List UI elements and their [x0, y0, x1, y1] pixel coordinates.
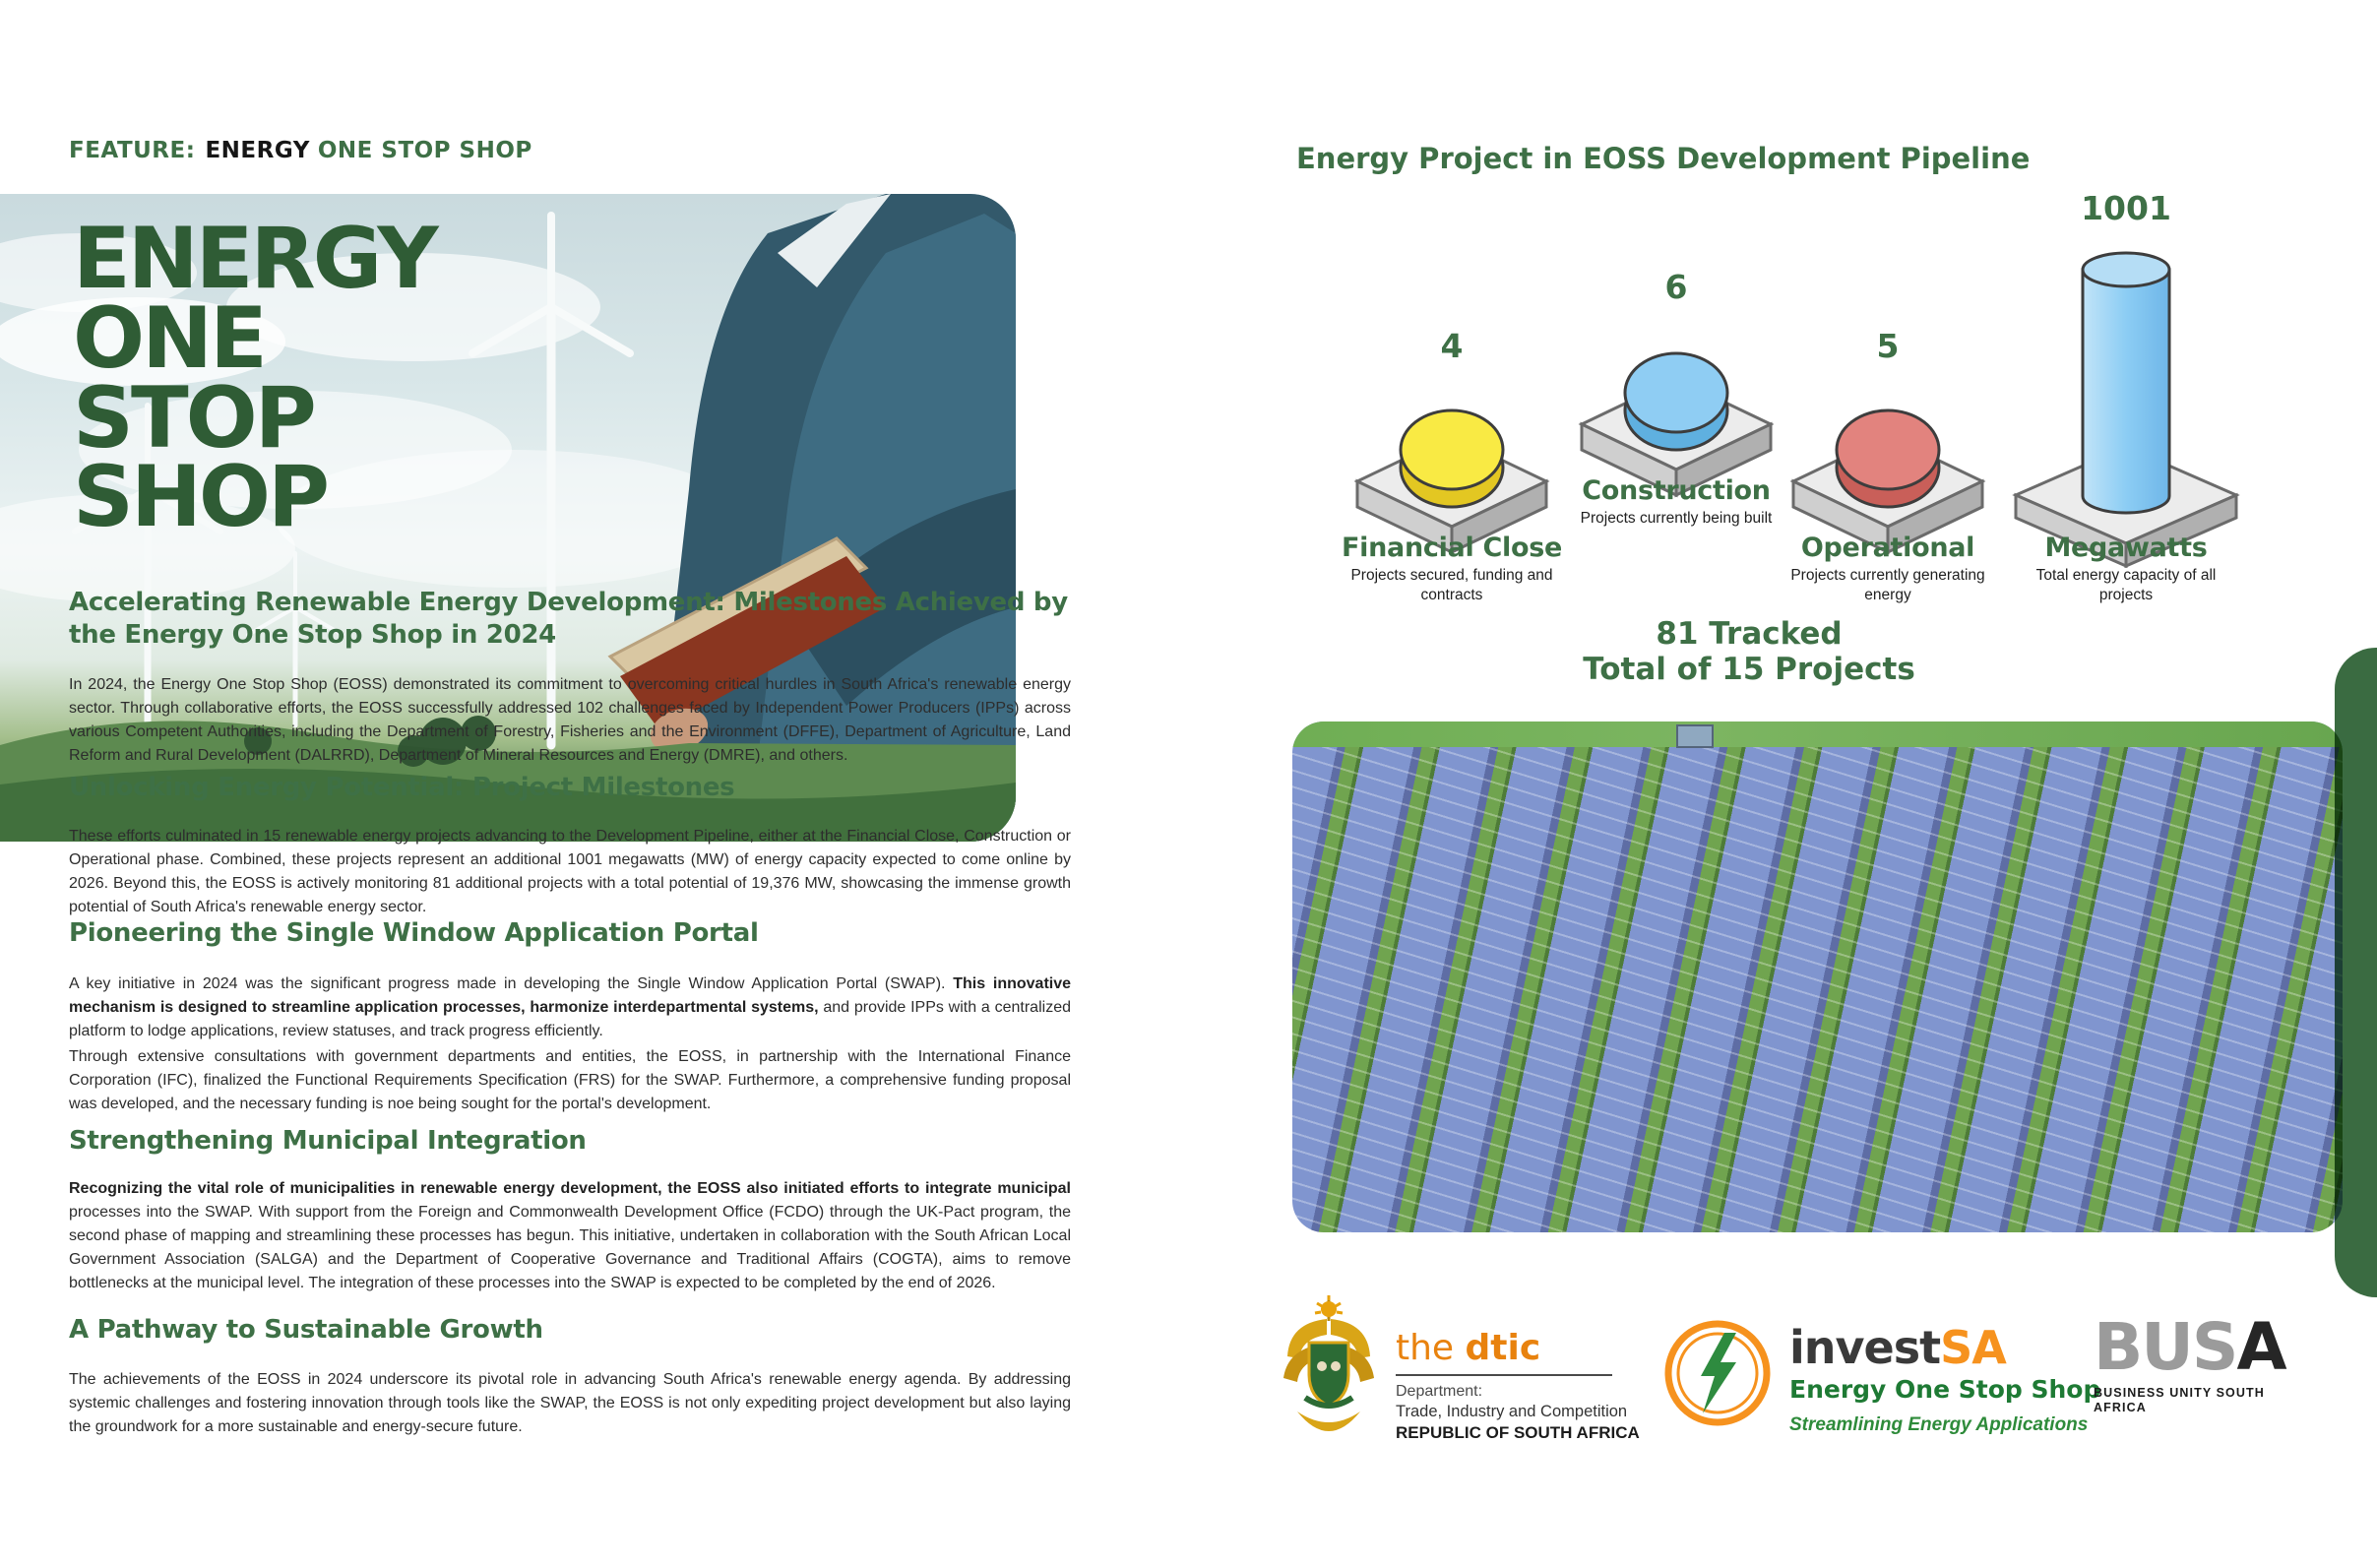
- hero-title-line: SHOP: [73, 448, 328, 547]
- pipeline-chart: [1309, 189, 2244, 625]
- feature-kicker-brand: ONE STOP SHOP: [317, 138, 532, 163]
- pipeline-summary-line2: Total of 15 Projects: [1583, 651, 1915, 687]
- value-megawatts: 1001: [2081, 189, 2171, 227]
- pipeline-summary: [1503, 617, 1995, 688]
- dtic-dept-name: Trade, Industry and Competition: [1396, 1403, 1628, 1420]
- paragraph-closing: The achievements of the EOSS in 2024 underscore its pivotal role in advancing South Africa's renewable energy agenda. By addressing systemic challenges and fostering innovation through tools like the SWAP, the EOSS is not only expediting project development but also laying the groundwork for a more sustainable and energy-secure future.: [69, 1371, 1071, 1435]
- investsa-logo: [1663, 1319, 2100, 1435]
- paragraph-municipal-rest: processes into the SWAP. With support from the Foreign and Commonwealth Development Office (FCDO) through the UK-Pact program, the second phase of mapping and streamlining these processes has begun. This initiative, undertaken in collaboration with the South African Local Government Association (SALGA) and the Department of Cooperative Governance and Traditional Affairs (COGTA), aims to remove bottlenecks at the municipal level. The integration of these processes into the SWAP is expected to be completed by the end of 2026.: [69, 1204, 1071, 1291]
- hero-title-line: STOP: [73, 368, 314, 468]
- investsa-logo-text: [1789, 1319, 2100, 1435]
- investsa-brand-sa: SA: [1940, 1321, 2006, 1374]
- hero-title-line: ONE: [73, 288, 265, 388]
- label-financial-close: [1322, 534, 1582, 605]
- green-capsule-accent: [2335, 648, 2377, 1297]
- solar-farm-photo: [1292, 721, 2343, 1232]
- coat-of-arms-icon: [1280, 1295, 1378, 1453]
- label-operational-sub: Projects currently generating energy: [1790, 567, 1985, 604]
- hero-title: [73, 210, 436, 547]
- busa-subtitle: BUSINESS UNITY SOUTH AFRICA: [2094, 1386, 2265, 1414]
- megawatts-cylinder-icon: [2008, 238, 2244, 568]
- financial-close-button-icon: [1353, 385, 1550, 557]
- label-construction: [1546, 477, 1806, 529]
- investsa-tagline: Streamlining Energy Applications: [1789, 1413, 2089, 1435]
- busa-brand: [2094, 1309, 2320, 1385]
- paragraph-swap: [69, 972, 1071, 1043]
- paragraph-milestones: These efforts culminated in 15 renewable energy projects advancing to the Development Pipeline, either at the Financial Close, Construction or Operational phase. Combined, these projects represent an additional 1001 megawatts (MW) of energy capacity expected to come online by 2026. Beyond this, the EOSS is actively monitoring 81 additional projects with a total potential of 19,376 MW, showcasing the immense growth potential of South Africa's renewable energy sector.: [69, 828, 1071, 915]
- paragraph-swap-start: A key initiative in 2024 was the significant progress made in developing the Single Window Application Portal (SWAP).: [69, 975, 946, 992]
- dtic-brand-the: the: [1396, 1328, 1466, 1368]
- section-heading-pathway: A Pathway to Sustainable Growth: [69, 1315, 543, 1345]
- label-financial-close-sub: Projects secured, funding and contracts: [1350, 567, 1553, 604]
- dtic-country: REPUBLIC OF SOUTH AFRICA: [1396, 1422, 1640, 1442]
- value-operational: 5: [1876, 327, 1900, 365]
- label-operational: [1758, 534, 2018, 605]
- grass-band-art: [1292, 721, 2343, 747]
- busa-brand-a: A: [2236, 1309, 2285, 1385]
- dtic-logo-text: [1396, 1295, 1640, 1444]
- section-heading-pioneering: Pioneering the Single Window Application Portal: [69, 918, 759, 948]
- paragraph-swap-bold: This innovative mechanism is designed to streamline application processes, harmonize interdepartmental systems,: [69, 975, 1072, 1016]
- section-heading-accelerating: Accelerating Renewable Energy Development: Milestones Achieved by the Energy One Stop Shop in 2024: [69, 588, 1068, 650]
- feature-kicker-label: FEATURE:: [69, 138, 196, 163]
- dtic-brand-name: dtic: [1465, 1328, 1541, 1368]
- dtic-divider: [1396, 1374, 1612, 1376]
- dtic-dept-label: Department:: [1396, 1383, 1483, 1400]
- dtic-logo: [1280, 1295, 1640, 1453]
- label-operational-title: Operational: [1800, 533, 1975, 563]
- pipeline-summary-line1: 81 Tracked: [1656, 616, 1843, 652]
- label-financial-close-title: Financial Close: [1342, 533, 1562, 563]
- value-construction: 6: [1664, 268, 1688, 306]
- operational-button-icon: [1789, 385, 1986, 557]
- hero-title-line: ENERGY: [73, 210, 436, 308]
- paragraph-municipal: [69, 1177, 1071, 1295]
- busa-logo: [2094, 1309, 2320, 1415]
- feature-kicker-word: ENERGY: [205, 138, 310, 163]
- construction-button-icon: [1578, 328, 1775, 500]
- paragraph-consultations: Through extensive consultations with government departments and entities, the EOSS, in partnership with the International Finance Corporation (IFC), finalized the Functional Requirements Specification (FRS) for the SWAP. Furthermore, a comprehensive funding proposal was developed, and the necessary funding is noe being sought for the portal's development.: [69, 1048, 1071, 1112]
- label-megawatts-title: Megawatts: [2044, 533, 2208, 563]
- substation-art: [1676, 724, 1714, 748]
- section-heading-unlocking: Unlocking Energy Potential: Project Milestones: [69, 773, 735, 802]
- investsa-program: Energy One Stop Shop: [1789, 1375, 2101, 1404]
- label-megawatts-sub: Total energy capacity of all projects: [2035, 567, 2217, 604]
- feature-kicker: [69, 138, 532, 163]
- paragraph-intro: In 2024, the Energy One Stop Shop (EOSS) demonstrated its commitment to overcoming critical hurdles in South Africa's renewable energy sector. Through collaborative efforts, the EOSS successfully addressed 102 challenges faced by Independent Power Producers (IPPs) across various Competent Authorities, including the Department of Forestry, Fisheries and the Environment (DFFE), Department of Agriculture, Land Reform and Rural Development (DALRRD), Department of Mineral Resources and Energy (DMRE), and others.: [69, 676, 1071, 764]
- value-financial-close: 4: [1440, 327, 1464, 365]
- paragraph-swap-end: and provide IPPs with a centralized platform to lodge applications, review statuses, and track progress efficiently.: [69, 999, 1071, 1039]
- label-construction-title: Construction: [1582, 475, 1771, 506]
- pipeline-chart-title: Energy Project in EOSS Development Pipeline: [1296, 142, 2031, 175]
- section-heading-municipal: Strengthening Municipal Integration: [69, 1126, 587, 1156]
- paragraph-municipal-bold: Recognizing the vital role of municipalities in renewable energy development, the EOSS also initiated efforts to integrate municipal: [69, 1180, 1071, 1197]
- dtic-brand: [1396, 1328, 1640, 1368]
- investsa-brand: [1789, 1321, 2100, 1374]
- investsa-brand-invest: invest: [1789, 1321, 1941, 1374]
- busa-brand-bus: BUS: [2094, 1309, 2237, 1385]
- lightning-bolt-icon: [1663, 1319, 1772, 1427]
- label-construction-sub: Projects currently being built: [1580, 510, 1773, 528]
- label-megawatts: [1996, 534, 2256, 605]
